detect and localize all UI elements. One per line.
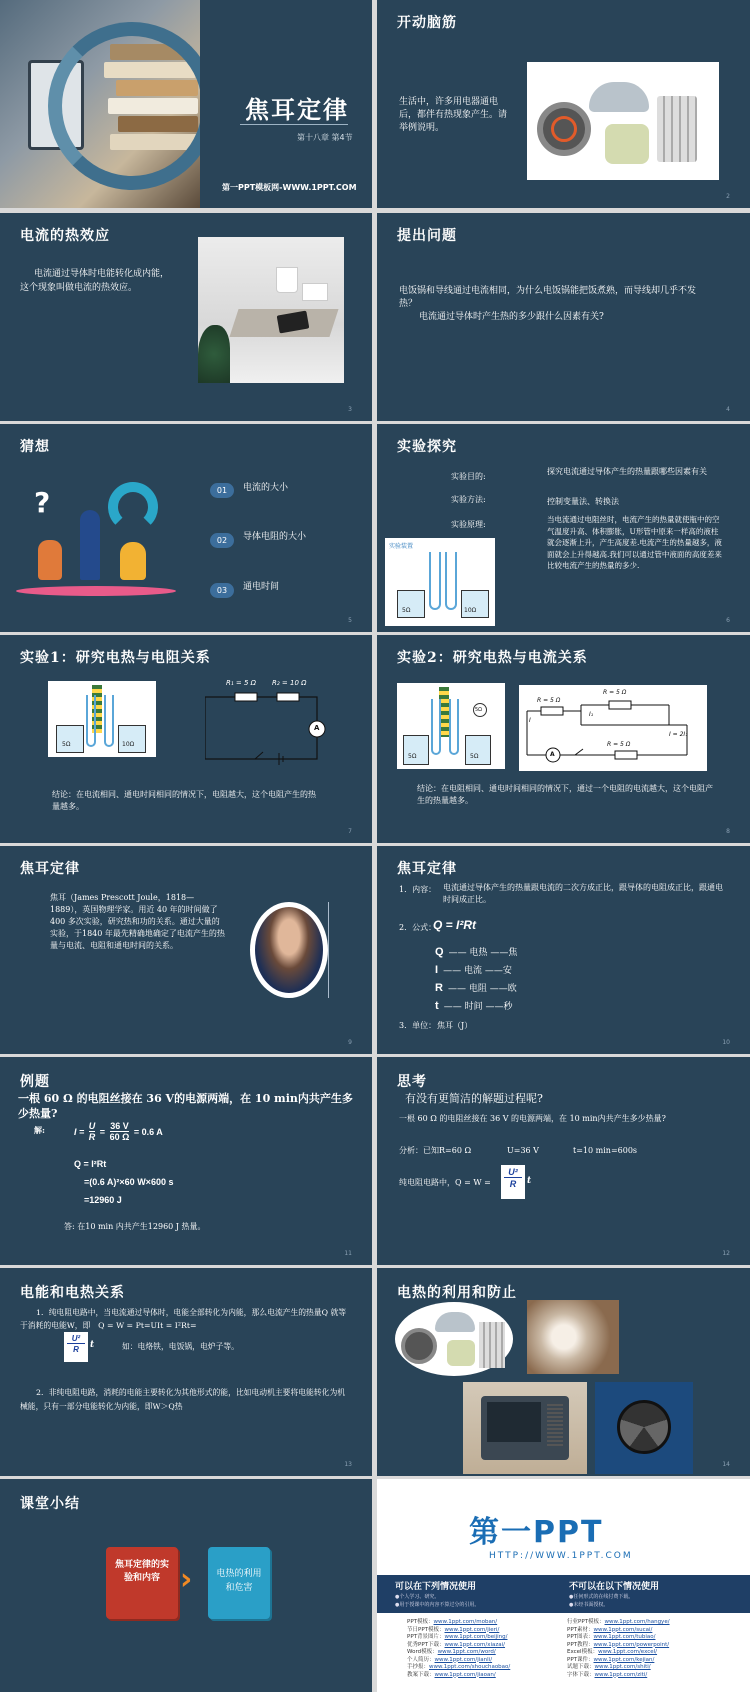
appliances-image (527, 62, 719, 180)
apparatus-image (48, 681, 156, 757)
u-tube-icon (431, 699, 441, 755)
formula-text: Q = I²Rt (433, 918, 477, 932)
desk-photo (198, 237, 344, 383)
slide-heat-usage[interactable] (377, 1268, 750, 1476)
slide-text: 电流通过导体时电能转化成内能，这个现象叫做电流的热效应。 (20, 269, 170, 293)
beaker-icon (118, 725, 146, 753)
can-use-2: ●用于授课中的内容不算过分的引用。 (395, 1602, 480, 1608)
page-number: 3 (348, 406, 352, 413)
summary-box-2: 电热的利用和危害 (208, 1547, 270, 1619)
eq3: =(0.6 A)²×60 W×600 s (84, 1177, 174, 1187)
hotplate-icon (401, 1328, 437, 1364)
site-url: HTTP://WWW.1PPT.COM (489, 1551, 633, 1561)
r-bottom-label: R = 5 Ω (607, 741, 631, 748)
device-image (385, 538, 495, 626)
slide-experiment[interactable] (377, 424, 750, 632)
cannot-use-title: 不可以在以下情况使用 (569, 1582, 660, 1592)
formula-t: t (527, 1176, 532, 1186)
slide-title: 课堂小结 (20, 1496, 80, 1512)
link-item[interactable]: PPT背景图片：www.1ppt.com/beijing/ (407, 1634, 508, 1640)
unit-text: 焦耳（J） (437, 1021, 473, 1030)
slide-think[interactable] (377, 1057, 750, 1265)
problem-text: 一根 60 Ω 的电阻丝接在 36 V 的电源两端，在 10 min内共产生多少热量? (399, 1114, 666, 1123)
formula-label: 2．公式： (399, 923, 437, 932)
formula-box: U² R (501, 1165, 525, 1199)
slide-title: 实验2：研究电热与电流关系 (397, 650, 588, 666)
slide-exp2[interactable] (377, 635, 750, 843)
page-number: 10 (722, 1039, 730, 1046)
u-tube-icon (104, 695, 114, 747)
link-item[interactable]: PPT课件：www.1ppt.com/kejian/ (567, 1656, 655, 1663)
formula-box: U² R (64, 1332, 88, 1362)
conclusion-text: 结论：在电阻相同、通电时间相同的情况下，通过一个电阻的电流越大，这个电阻产生的热量越多。 (417, 784, 713, 805)
slide-summary[interactable] (0, 1479, 372, 1692)
device-icon (302, 283, 328, 301)
divider (240, 124, 348, 125)
page-number: 7 (348, 828, 352, 835)
question-text: 有没有更简洁的解题过程呢? (405, 1092, 543, 1105)
radiator-icon (479, 1322, 505, 1368)
resistor-label: 10Ω (464, 607, 477, 614)
u-tube-icon (86, 695, 96, 747)
r2-label: R₂ = 10 Ω (272, 679, 307, 687)
rice-cooker-icon (605, 124, 649, 164)
rice-cooker-icon (447, 1340, 475, 1366)
circuit-diagram (205, 679, 330, 765)
resistor-top (609, 701, 631, 709)
method-text: 控制变量法、转换法 (547, 497, 619, 506)
unit-label: 3．单位： (399, 1021, 437, 1030)
content-label: 1．内容： (399, 885, 437, 894)
beaker-icon (56, 725, 84, 753)
link-item[interactable]: Excel模板：www.1ppt.com/excel/ (567, 1649, 658, 1655)
page-number: 8 (726, 828, 730, 835)
cover-subtitle: 第十八章 第4节 (297, 133, 353, 142)
slide-cover[interactable] (0, 0, 372, 208)
beaker-label: 10Ω (122, 741, 135, 748)
page-number: 4 (726, 406, 730, 413)
can-use-1: ●个人学习、研究。 (395, 1594, 440, 1600)
slide-heat-effect[interactable] (0, 213, 372, 421)
page-number: 2 (726, 193, 730, 200)
para-1: 1．纯电阻电路中，当电流通过导体时，电能全部转化为内能，那么电流产生的热量Q 就等于消耗的电能W，即 Q = W = Pt=UIt = I²Rt= (20, 1308, 347, 1330)
slide-text: 生活中，许多用电器通电后，都伴有热现象产生。请举例说明。 (399, 97, 508, 133)
apparatus-image (397, 683, 505, 769)
resistor-r2 (277, 693, 299, 701)
thinking-people-illustration (16, 482, 176, 602)
i2-label: I = 2I₁ (669, 731, 688, 738)
ammeter-label: A (550, 751, 555, 758)
resistor-r1 (235, 693, 257, 701)
device-label: 实验装置 (389, 543, 414, 550)
u-tube-icon (429, 552, 441, 610)
joule-portrait (255, 907, 323, 993)
r-top-label: R = 5 Ω (603, 689, 627, 696)
slide-title: 电流的热效应 (20, 228, 110, 244)
fan-icon (617, 1400, 671, 1454)
guess-label-3: 通电时间 (243, 582, 280, 592)
divider (328, 902, 329, 998)
page-number: 5 (348, 617, 352, 624)
slide-brainstorm[interactable] (377, 0, 750, 208)
person-icon (38, 540, 62, 580)
guess-label-1: 电流的大小 (243, 483, 289, 493)
tv-icon (481, 1396, 569, 1460)
cover-site: 第一PPT模板网-WWW.1PPT.COM (222, 183, 357, 192)
link-item[interactable]: Word模板：www.1ppt.com/word/ (407, 1649, 496, 1655)
beaker-label: 5Ω (408, 753, 417, 760)
conclusion-text: 结论：在电流相同、通电时间相同的情况下，电阻越大，这个电阻产生的热量越多。 (52, 790, 316, 811)
guess-num-3: 03 (210, 583, 234, 598)
symbol-table (435, 940, 615, 1012)
person-icon (120, 542, 146, 580)
circuit-wire (205, 697, 320, 759)
guess-num-1: 01 (210, 483, 234, 498)
beaker-label: 5Ω (475, 707, 483, 713)
symbol-row: Q —— 电热 ——焦 (435, 946, 518, 958)
slide-title: 焦耳定律 (20, 861, 80, 877)
usage-banner (377, 1575, 750, 1613)
slide-energy-heat[interactable] (0, 1268, 372, 1476)
symbol-row: R —— 电阻 ——欧 (435, 982, 517, 994)
purpose-label: 实验目的: (451, 472, 486, 481)
question-mark-icon: ? (34, 486, 51, 519)
resistor-left (541, 707, 563, 715)
time-text: t=10 min=600s (573, 1146, 638, 1155)
slide-joule-bio[interactable] (0, 846, 372, 1054)
link-item[interactable]: PPT素材：www.1ppt.com/sucai/ (567, 1626, 653, 1633)
slide-title: 实验1：研究电热与电阻关系 (20, 650, 211, 666)
i1-label: I₁ (589, 711, 594, 718)
slide-title: 电能和电热关系 (20, 1285, 125, 1301)
page-number: 9 (348, 1039, 352, 1046)
link-item[interactable]: PPT图表：www.1ppt.com/tubiao/ (567, 1634, 656, 1640)
link-item[interactable]: 教案下载：www.1ppt.com/jiaoan/ (407, 1671, 496, 1678)
slide-ending[interactable] (377, 1479, 750, 1692)
beaker-icon (403, 735, 429, 765)
resistor-bottom (615, 751, 637, 759)
page-number: 14 (722, 1461, 730, 1468)
examples-text: 如：电烙铁，电饭锅，电炉子等。 (122, 1342, 239, 1351)
link-item[interactable]: 优秀PPT下载：www.1ppt.com/xiazai/ (407, 1641, 506, 1648)
switch-icon (255, 752, 263, 759)
link-item[interactable]: 行业PPT模板：www.1ppt.com/hangye/ (567, 1619, 670, 1625)
eq1: I = $\frac{U}{R}$ = $\frac{36 V}{60 \Omega}$ = 0.6 A (74, 1121, 163, 1142)
link-item[interactable]: 个人简历：www.1ppt.com/jianli/ (407, 1656, 493, 1663)
voltage-text: U=36 V (507, 1146, 539, 1155)
cup-icon (276, 267, 298, 293)
joule-portrait-frame (250, 902, 328, 998)
site-logo: 第一PPT (469, 1515, 604, 1550)
link-item[interactable]: 手抄报：www.1ppt.com/shouchaobao/ (407, 1664, 511, 1670)
circuit-diagram (519, 685, 707, 771)
guess-label-2: 导体电阻的大小 (243, 532, 307, 542)
cover-title: 焦耳定律 (245, 96, 349, 124)
decorative-ring (48, 22, 216, 190)
slide-title: 开动脑筋 (397, 15, 457, 31)
cannot-use-2: ●未经书面授权。 (569, 1602, 609, 1608)
question-text: 一根 60 Ω 的电阻丝接在 36 V的电源两端，在 10 min内共产生多少热量? (18, 1092, 353, 1120)
slide-guess[interactable] (0, 424, 372, 632)
para-2: 2．非纯电阻电路，消耗的电能主要转化为其他形式的能，比如电动机主要将电能转化为机械能，只有一部分电能转化为内能，即W＞Q热 (20, 1388, 346, 1411)
bio-text: 焦耳（James Prescott Joule，1818—1889），英国物理学家。用近 40 年的时间做了400 多次实验，研究热和功的关系。通过大量的实验，于1840 年最先精确地确定了电流产生的热量与电流、电阻和通电时间的关系。 (50, 893, 225, 950)
u-tube-icon (449, 699, 459, 755)
link-item[interactable]: 节日PPT模板：www.1ppt.com/jieri/ (407, 1626, 500, 1633)
guess-num-2: 02 (210, 533, 234, 548)
floor-shadow (16, 586, 176, 596)
hotplate-icon (537, 102, 591, 156)
answer-text: 答: 在10 min 内共产生12960 J 热量。 (64, 1222, 206, 1231)
cannot-use-1: ●任何形式的在线付费下载。 (569, 1594, 634, 1600)
link-item[interactable]: 字体下载：www.1ppt.com/ziti/ (567, 1671, 648, 1678)
slide-title: 猜想 (20, 439, 50, 455)
principle-label: 实验原理: (451, 520, 486, 529)
iron-icon (589, 82, 649, 112)
slide-joule-law[interactable] (377, 846, 750, 1054)
question-mark-icon (108, 482, 158, 532)
page-number: 11 (344, 1250, 352, 1257)
r-left-label: R = 5 Ω (537, 697, 561, 704)
arrow-icon: › (180, 1562, 193, 1597)
principle-text: 当电流通过电阻丝时，电流产生的热量就使瓶中的空气温度升高、体积膨胀，U形管中原来一样高的液柱就会逐渐上升，产生高度差.电流产生的热量越多，液面就会上升得越高.我们可以通过管中液面的高度差来比较电流产生的热量的多少. (547, 515, 722, 570)
slide-example[interactable] (0, 1057, 372, 1265)
content-text: 电流通过导体产生的热量跟电流的二次方成正比，跟导体的电阻成正比，跟通电时间成正比。 (443, 883, 723, 904)
radiator-icon (657, 96, 697, 162)
slide-exp1[interactable] (0, 635, 372, 843)
appliances-image (395, 1302, 513, 1376)
page-number: 12 (722, 1250, 730, 1257)
slide-title: 焦耳定律 (397, 861, 457, 877)
slide-text-1: 电饭锅和导线通过电流相同，为什么电饭锅能把饭煮熟，而导线却几乎不发热？ (399, 286, 697, 309)
r1-label: R₁ = 5 Ω (226, 679, 257, 687)
person-icon (80, 510, 100, 580)
summary-box-1: 焦耳定律的实验和内容 (106, 1547, 178, 1619)
cpu-fan-photo (595, 1382, 693, 1474)
beaker-label: 5Ω (62, 741, 71, 748)
right-link-list (567, 1619, 737, 1679)
switch-icon (575, 749, 583, 755)
tv-photo (463, 1382, 587, 1474)
i-label: I (529, 717, 531, 724)
link-item[interactable]: 试题下载：www.1ppt.com/shiti/ (567, 1664, 651, 1670)
slide-title: 思考 (397, 1074, 427, 1090)
beaker-label: 5Ω (470, 753, 479, 760)
solve-label: 解: (34, 1125, 45, 1135)
left-link-list (407, 1619, 557, 1679)
formula-t: t (90, 1340, 95, 1350)
ammeter-label: A (314, 724, 320, 732)
page-number: 13 (344, 1461, 352, 1468)
page-number: 6 (726, 617, 730, 624)
slide-title: 实验探究 (397, 439, 457, 455)
silkworm-photo (527, 1300, 619, 1374)
method-label: 实验方法: (451, 495, 486, 504)
symbol-row: I —— 电流 ——安 (435, 964, 512, 976)
beaker-icon (465, 735, 491, 765)
slide-text-2: 电流通过导体时产生热的多少跟什么因素有关? (419, 312, 604, 322)
can-use-title: 可以在下列情况使用 (395, 1582, 477, 1592)
purpose-text: 探究电流通过导体产生的热量跟哪些因素有关 (547, 467, 707, 476)
iron-icon (435, 1312, 475, 1332)
slide-title: 提出问题 (397, 228, 457, 244)
u-tube-icon (445, 552, 457, 610)
plant-icon (198, 325, 230, 383)
symbol-row: t —— 时间 ——秒 (435, 1000, 513, 1012)
resistor-label: 5Ω (402, 607, 411, 614)
analysis-text: 分析：已知R=60 Ω (399, 1146, 472, 1155)
eq4: =12960 J (84, 1195, 122, 1205)
slide-title: 例题 (20, 1074, 50, 1090)
eq2: Q = I²Rt (74, 1159, 107, 1169)
pure-text: 纯电阻电路中，Q = W = (399, 1178, 491, 1187)
link-item[interactable]: PPT模板：www.1ppt.com/moban/ (407, 1619, 498, 1625)
slide-title: 电热的利用和防止 (397, 1285, 517, 1301)
slide-question[interactable] (377, 213, 750, 421)
link-item[interactable]: PPT教程：www.1ppt.com/powerpoint/ (567, 1641, 670, 1648)
